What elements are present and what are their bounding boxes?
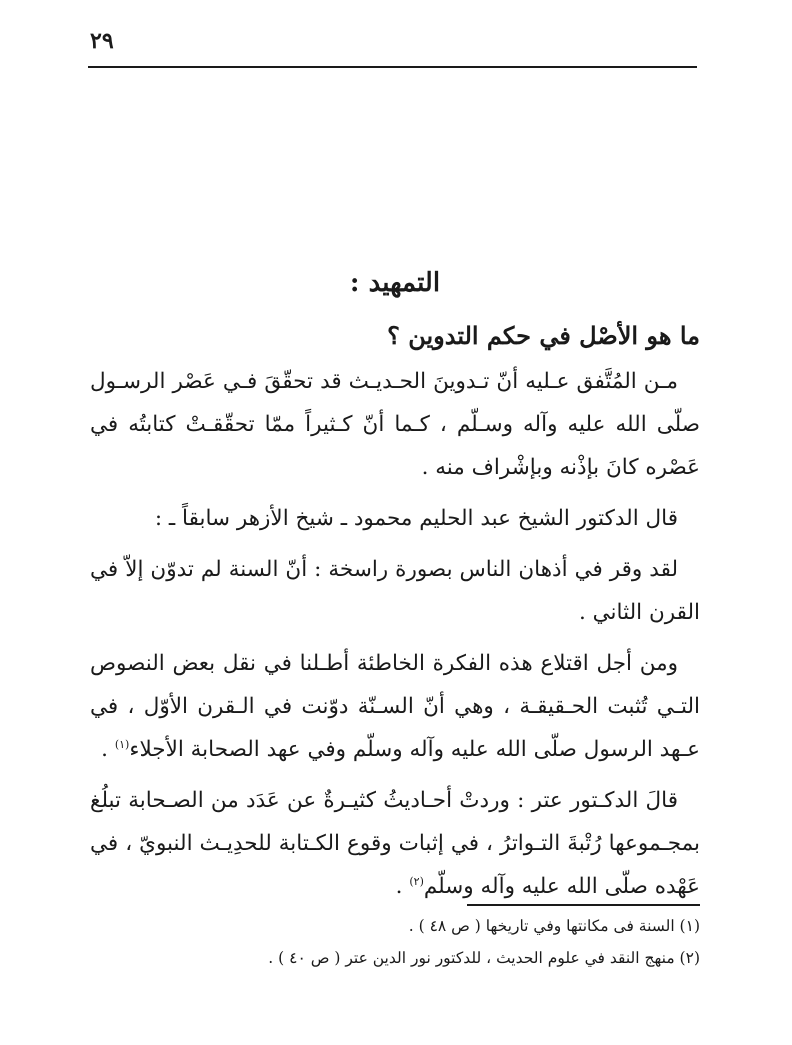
paragraph-4-end: . [101, 737, 115, 762]
footnote-ref-2[interactable]: (٢) [409, 874, 424, 888]
paragraph-1: مـن المُتَّفق عـليه أنّ تـدوينَ الحـديـث قد تحقّقَ فـي عَصْر الرسـول صلّى الله عليه وآله وسـلّم ، كـما أنّ كـثيراً ممّا تحقّقـتْ كتابتُه في عَصْره كانَ بإذْنه وبإشْراف منه . [90, 369, 700, 480]
footnotes [90, 910, 700, 974]
header-rule [88, 66, 697, 68]
paragraph-2: قال الدكتور الشيخ عبد الحليم محمود ـ شيخ الأزهر سابقاً ـ : [154, 506, 678, 531]
footnote-rule [467, 904, 700, 906]
paragraph-5-text: قالَ الدكـتور عتر : وردتْ أحـاديثُ كثيـرةٌ عن عَدَد من الصـحابة تبلُغ بمجـموعها رُتْبةَ التـواترُ ، في إثبات وقوع الكـتابة للحدِيـث النبويّ ، في عَهْده صلّى الله عليه وآله وسلّم [90, 788, 700, 899]
paragraph-4-text: ومن أجل اقتلاع هذه الفكرة الخاطئة أطـلنا في نقل بعض النصوص التـي تُثبت الحـقيقـة ، وهي أنّ السـنّة دوّنت في الـقرن الأوّل ، في عـهد الرسول صلّى الله عليه وآله وسلّم وفي عهد الصحابة الأجلاء [90, 651, 700, 762]
paragraph-3: لقد وقر في أذهان الناس بصورة راسخة : أنّ السنة لم تدوّن إلاّ في القرن الثاني . [90, 557, 700, 625]
paragraph-5-end: . [395, 874, 410, 899]
main-content [90, 258, 700, 916]
section-question: ما هو الأصْل في حكم التدوين ؟ [387, 321, 700, 350]
footnote-ref-1[interactable]: (١) [114, 737, 130, 751]
section-title: التمهيد : [349, 268, 441, 298]
footnote-1: (١) السنة فى مكانتها وفي تاريخها ( ص ٤٨ ) . [408, 917, 700, 935]
paragraph-4 [90, 642, 700, 771]
page-number: ٢٩ [90, 28, 114, 54]
footnote-2: (٢) منهج النقد في علوم الحديث ، للدكتور نور الدين عتر ( ص ٤٠ ) . [268, 949, 700, 967]
paragraph-5 [90, 779, 700, 908]
